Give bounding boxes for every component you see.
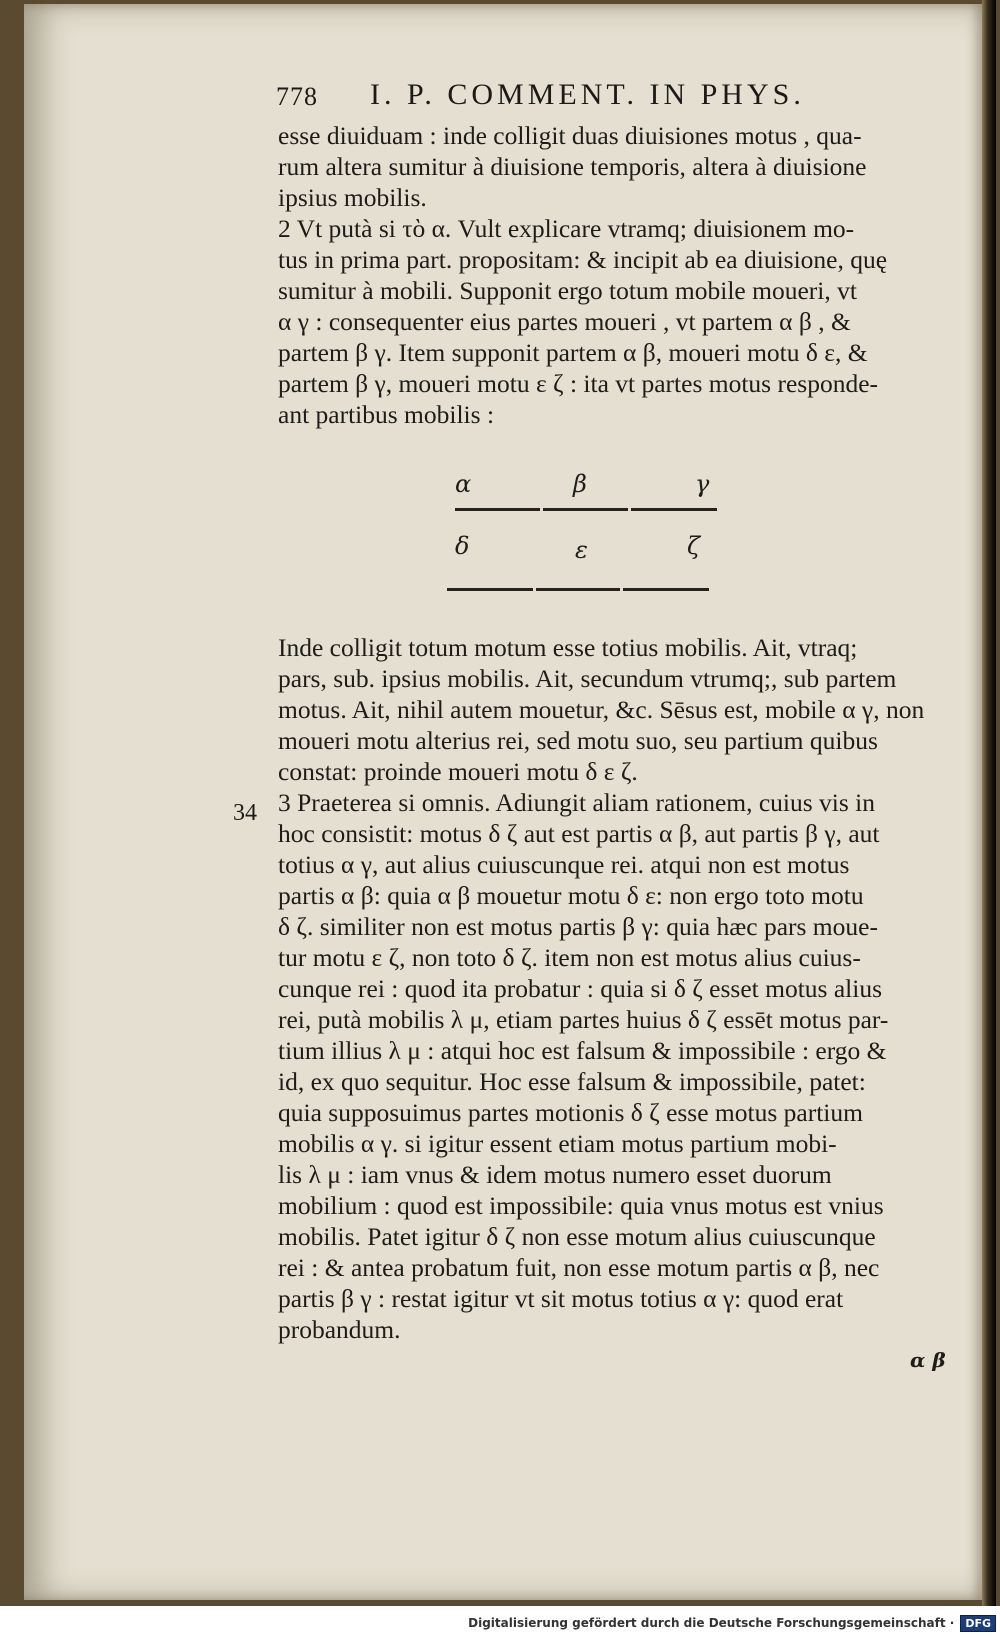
text-line: partem β γ, moueri motu ε ζ : ita vt partes motus responde- — [278, 369, 879, 398]
diagram-label-epsilon: ε — [575, 536, 588, 564]
text-line: cunque rei : quod ita probatur : quia si δ ζ esset motus alius — [278, 974, 883, 1003]
dfg-logo-icon: DFG — [960, 1615, 996, 1632]
text-line: ant partibus mobilis : — [278, 400, 495, 429]
page-number: 778 — [276, 82, 318, 111]
text-line: hoc consistit: motus δ ζ aut est partis α β, aut partis β γ, aut — [278, 819, 880, 848]
text-block-1 — [278, 120, 948, 430]
diagram-segment-epsilon-mid — [536, 588, 620, 591]
text-line: mobilium : quod est impossibile: quia vnus motus est vnius — [278, 1191, 884, 1220]
text-block-2 — [278, 632, 948, 1345]
text-line: partis β γ : restat igitur vt sit motus totius α γ: quod erat — [278, 1284, 844, 1313]
text-line: tium illius λ μ : atqui hoc est falsum & impossibile : ergo & — [278, 1036, 887, 1065]
text-line: 2 Vt putà si τὸ α. Vult explicare vtramq; diuisionem mo- — [278, 214, 855, 243]
text-line: sumitur à mobili. Supponit ergo totum mobile moueri, vt — [278, 276, 857, 305]
footer-credit: Digitalisierung gefördert durch die Deutsche Forschungsgemeinschaft · — [468, 1616, 955, 1630]
text-line: rum altera sumitur à diuisione temporis, altera à diuisione — [278, 152, 867, 181]
text-line: totius α γ, aut alius cuiuscunque rei. atqui non est motus — [278, 850, 850, 879]
margin-number: 34 — [233, 800, 257, 826]
text-line: mobilis. Patet igitur δ ζ non esse motum alius cuiuscunque — [278, 1222, 876, 1251]
text-line: partis α β: quia α β mouetur motu δ ε: non ergo toto motu — [278, 881, 864, 910]
text-line: lis λ μ : iam vnus & idem motus numero esset duorum — [278, 1160, 832, 1189]
text-line: tur motu ε ζ, non toto δ ζ. item non est motus alius cuius- — [278, 943, 861, 972]
diagram-segment-delta-epsilon — [447, 588, 533, 591]
line-diagram — [455, 470, 755, 610]
text-line: rei : & antea probatum fuit, non esse motum partis α β, nec — [278, 1253, 880, 1282]
diagram-label-alpha: α — [455, 470, 472, 498]
text-line: δ ζ. similiter non est motus partis β γ: quia hæc pars moue- — [278, 912, 878, 941]
diagram-segment-beta-gamma — [631, 508, 717, 511]
book-edge — [982, 0, 996, 1606]
diagram-label-beta: β — [573, 470, 587, 498]
text-line: id, ex quo sequitur. Hoc esse falsum & impossibile, patet: — [278, 1067, 866, 1096]
diagram-label-gamma: γ — [695, 470, 710, 498]
text-line: mobilis α γ. si igitur essent etiam motus partium mobi- — [278, 1129, 837, 1158]
text-line: partem β γ. Item supponit partem α β, moueri motu δ ε, & — [278, 338, 868, 367]
running-title: I. P. COMMENT. IN PHYS. — [370, 78, 805, 111]
text-line: ipsius mobilis. — [278, 183, 427, 212]
catchword: α β — [910, 1348, 946, 1372]
text-line: rei, putà mobilis λ μ, etiam partes huius δ ζ essēt motus par- — [278, 1005, 889, 1034]
text-line: Inde colligit totum motum esse totius mobilis. Ait, vtraq; — [278, 633, 858, 662]
text-line: tus in prima part. propositam: & incipit ab ea diuisione, quę — [278, 245, 888, 274]
page-header — [276, 78, 916, 118]
text-line: moueri motu alterius rei, sed motu suo, seu partium quibus — [278, 726, 878, 755]
text-line: esse diuiduam : inde colligit duas diuisiones motus , qua- — [278, 121, 862, 150]
text-line: quia supposuimus partes motionis δ ζ esse motus partium — [278, 1098, 863, 1127]
diagram-segment-alpha-beta — [455, 508, 540, 511]
diagram-segment-beta-mid — [543, 508, 628, 511]
diagram-label-delta: δ — [455, 532, 470, 560]
text-line: motus. Ait, nihil autem mouetur, &c. Sēsus est, mobile α γ, non — [278, 695, 925, 724]
text-line: α γ : consequenter eius partes moueri , vt partem α β , & — [278, 307, 851, 336]
text-line: probandum. — [278, 1315, 401, 1344]
text-line: pars, sub. ipsius mobilis. Ait, secundum vtrumq;, sub partem — [278, 664, 897, 693]
diagram-segment-epsilon-zeta — [623, 588, 709, 591]
diagram-label-zeta: ζ — [687, 532, 701, 560]
text-line: 3 Praeterea si omnis. Adiungit aliam rationem, cuius vis in — [278, 788, 876, 817]
digitization-footer — [468, 1612, 996, 1634]
text-line: constat: proinde moueri motu δ ε ζ. — [278, 757, 638, 786]
